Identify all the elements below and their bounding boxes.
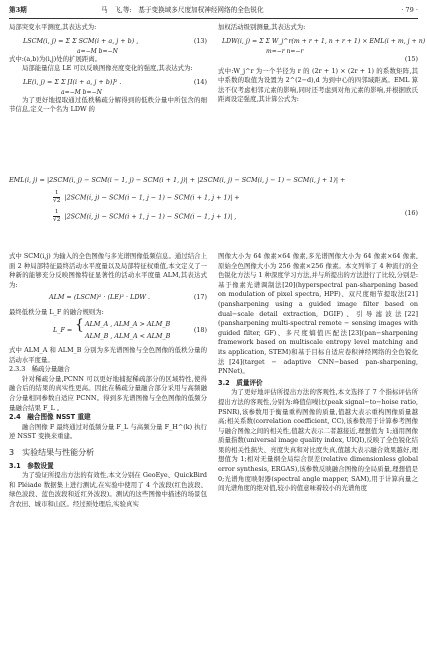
equation-16-line-2: $\frac{1}{√2}$ |2SCM(i, j) − SCM(i − 1, j − 1) − SCM(i + 1, j + 1)| +	[53, 189, 240, 204]
running-header	[9, 6, 418, 18]
section-heading: 3 实验结果与性能分析	[9, 447, 95, 457]
paragraph: 式中:W_j^r 为一个半径为 r 的 (2r + 1) × (2r + 1) 的系数矩阵,其中系数的取值为设置为 2^(2−d),d 为到中心的四邻域距离。EML 算法不仅考虑相邻元素的影响,同时还考虑到对角元素的影响,并根据欧氏距离设定强度,其计算公式为:	[218, 66, 418, 104]
right-column-bottom	[218, 252, 418, 494]
running-title: 马 飞,等: 基于变换域多尺度加权神经网络的全色锐化	[101, 6, 264, 14]
paragraph: 针对稀疏分量,PCNN 可以更好地捕捉稀疏部分的区域特性,使得融合后的结果的真实性更高。因此在稀疏分量融合部分采用与高频融合分量相同参数自适应 PCNN。得到多光谱图像与全色图像的低频分量融合结果 F_L 。	[9, 374, 207, 412]
left-column-top	[9, 23, 207, 115]
equation-16	[9, 176, 418, 224]
paragraph: 式中 ALM_A 和 ALM_B 分别为多光谱图像与全色图像的低秩分量的活动水平度量。	[9, 345, 207, 364]
subsection-heading: 3.2 质量评价	[218, 378, 263, 387]
paragraph: 最终低秩分量 L_F 的融合规则为:	[9, 308, 104, 317]
summation-limits: m=−r n=−r	[266, 47, 304, 55]
right-column-top	[218, 23, 426, 105]
fraction: $\frac{1}{√2}$	[53, 189, 61, 204]
subsubsection-heading: 2.3.3 稀疏分量融合	[9, 365, 70, 374]
left-column-bottom	[9, 252, 207, 509]
equation-16-line-3: $\frac{1}{√2}$ |2SCM(i, j) − SCM(i + 1, j − 1) − SCM(i − 1, j + 1)| , (16)	[53, 208, 418, 223]
summation-limits: a=−M b=−N	[61, 88, 102, 96]
paragraph: 局部能量信息 LE 可以反映图像亮度变化的强度,其表达式为:	[22, 64, 193, 73]
equation-18: L_F = { ALM_A , ALM_A > ALM_B ALM_B , ALM_A < ALM_B (18)	[53, 316, 207, 340]
issue-number: 第3期	[9, 6, 27, 14]
paragraph: 局部突变水平测度,其表达式为:	[9, 23, 97, 31]
paragraph: 式中:(a,b)为(i,j)处的扩展距离。	[9, 54, 102, 63]
brace: {	[75, 316, 84, 333]
paragraph: 为了更好地评估所提出方法的客观性,本文选择了 7 个指标评估所提出方法的客观性,分别为:峰值信噪比(peak signal−to−hoise ratio, PSNR),该参数用于衡量重构图像的质量,值越大表示重构图像质量越高;相关系数(correlation coefficient, CC),该参数用于计算参考图像与融合图像之间的相关性,值越大表示二者越接近,理想值为 1;通用图像质量指数(universal image quality index, UIQI),反映了全色锐化结果的相关性损失、亮度失真和对比度失真,值越大表示融合效果越好,理想值为 1;相对无量纲全局综合误差(relative dimensionless global error synthesis, ERGAS),该参数反映融合图像的全局质量,理想值是 0;光谱角度映射器(spectral angle mapper, SAM),用于计算向量之间光谱角度的绝对值,较小的值意味着较小的光谱角度	[218, 388, 418, 493]
equation-13: LSCM(i, j) = Σ Σ SCM(i + a, j + b) , a=−M b=−N (13)	[23, 36, 207, 55]
subsection-heading: 3.1 参数设置	[9, 461, 54, 470]
page-number: · 79 ·	[401, 6, 418, 14]
paragraph: 式中 SCM(i,j) 为输入的全色图像与多光谱图像低频信息。通过结合上面 2 种局部特征最终活动水平度量以及局部特征权重值,本文定义了一种新的能够充分反映图像特征显著性的活动水平度量 ALM,其表达式为:	[9, 252, 207, 289]
header-rule	[9, 18, 418, 19]
equation-15: LDW(i, j) = Σ Σ W_j^r(m + r + 1, n + r + 1) × EML(i + m, j + n) m=−r n=−r (15)	[222, 37, 426, 63]
subsection-heading: 2.4 融合图像 NSST 重建	[9, 413, 91, 422]
equation-number: (16)	[404, 208, 418, 217]
paragraph: 为了更好地提取通过低秩稀疏分解得到的低秩分量中所包含的细节信息,定义一个名为 LDW 的	[9, 95, 207, 114]
summation-limits: a=−M b=−N	[77, 47, 118, 55]
equation-16-line-1: EML(i, j) = |2SCM(i, j) − SCM(i − 1, j) − SCM(i + 1, j)| + |2SCM(i, j) − SCM(i, j − 1) − SCM(i, j + 1)| +	[9, 176, 346, 184]
paragraph: 加权活动级别测量,其表达式为:	[218, 23, 306, 31]
paragraph: 融合图像 F 最终通过对低频分量 F_L 与高频分量 F_H^(k) 执行逆 NSST 变换来重建。	[9, 422, 207, 441]
equation-17: ALM = (LSCM)² · (LE)² · LDW . (17)	[49, 293, 207, 302]
paragraph: 为了验证所提出方法的有效性,本文分别在 GeoEye、QuickBird 和 Pléiade 数据集上进行测试,在实验中使用了 4 个波段(红色波段、绿色波段、蓝色波段和近红外波段)。测试的这些图像中描述的场景包含农田、城市和山区。经过预处理后,实验真实	[9, 471, 207, 508]
paragraph: 图像大小为 64 像素×64 像素,多光谱图像大小为 64 像素×64 像素,原始全色图像大小为 256 像素×256 像素。本文列举了 4 种流行的全色锐化方法与 1 种深度学习方法,并与所提出的方法进行了比较,分别是:基于像素光谱调制法[20](hyperspectral pan-sharpening based on modulation of pixel spectra, HPF)、双尺度细节提取法[21](pansharpening using a guided image filter based on dual−scale detail extraction, DGIF)、引导滤波法[22](pansharpening multi-spectral remote − sensing images with guided filter, GF)、多尺度熵值匹配法[23](pan−sharpening framework based on multiscale entropy level matching and its application, STEM)和基于目标自适应卷积神经网络的全色锐化法[24](target − adaptive CNN−based pan-sharpening, PNNet)。	[218, 252, 418, 376]
fraction: $\frac{1}{√2}$	[53, 208, 61, 223]
equation-14: LE(i, j) = Σ Σ [I(i + a, j + b)]² . a=−M b=−N (14)	[23, 77, 207, 96]
